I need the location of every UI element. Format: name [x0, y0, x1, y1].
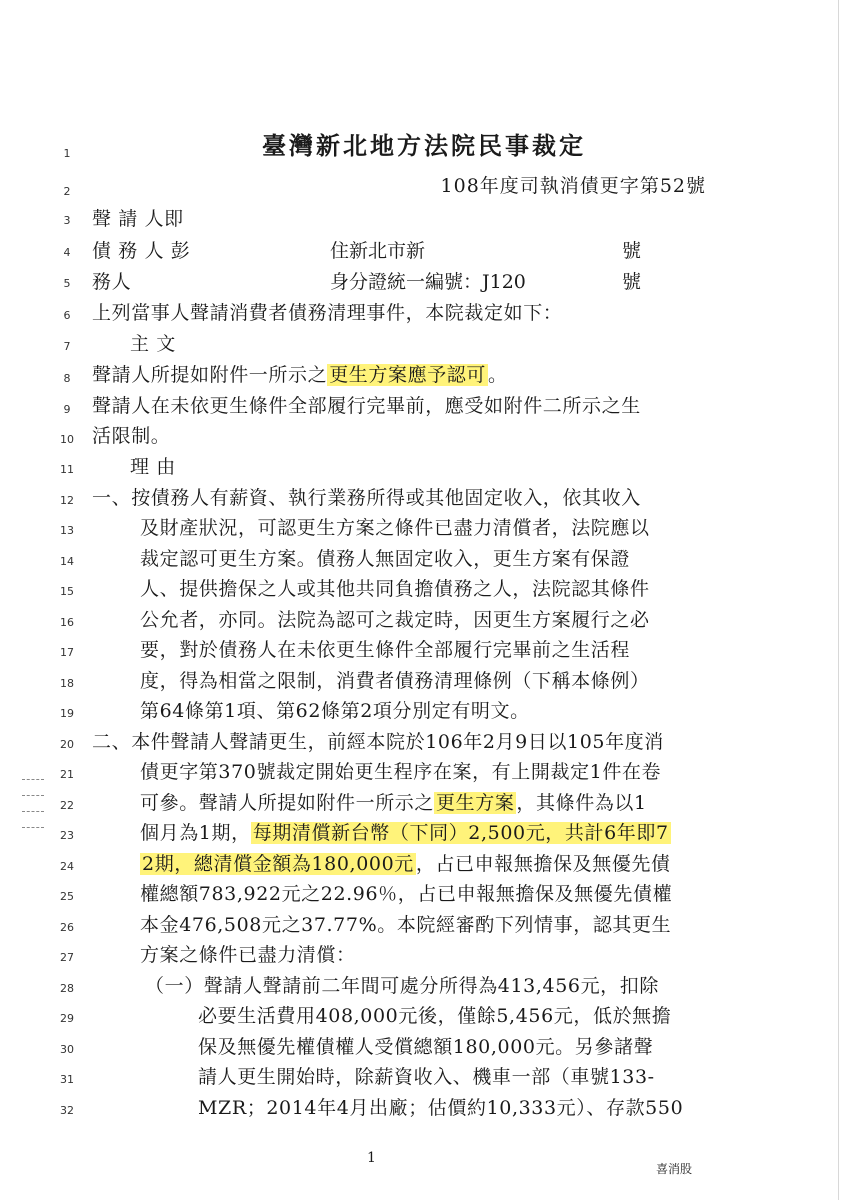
line-number: 32 — [60, 1104, 74, 1117]
body-line: （一）聲請人聲請前二年間可處分所得為413,456元，扣除 — [145, 975, 659, 997]
document-title: 臺灣新北地方法院民事裁定 — [262, 131, 586, 160]
line-number: 7 — [63, 340, 71, 353]
body-line: 第64條第1項、第62條第2項分別定有明文。 — [140, 700, 530, 722]
body-line: 一、按債務人有薪資、執行業務所得或其他固定收入，依其收入 — [92, 487, 641, 509]
party-address: 住新北市新 — [330, 240, 426, 262]
line-number: 22 — [60, 799, 74, 812]
highlight: 更生方案應予認可 — [329, 364, 487, 386]
line-number: 14 — [60, 555, 74, 568]
line-number: 20 — [60, 738, 74, 751]
body-line: 請人更生開始時，除薪資收入、機車一部（車號133- — [198, 1066, 655, 1088]
line-number: 10 — [60, 433, 74, 446]
body-line: MZR；2014年4月出廠；估價約10,333元）、存款550 — [198, 1097, 684, 1119]
party-address-end: 號 — [622, 240, 642, 262]
party-debtor-cont: 務人 — [92, 271, 132, 293]
body-line: 度，得為相當之限制，消費者債務清理條例（下稱本條例） — [140, 670, 650, 692]
line-number: 8 — [63, 372, 71, 385]
line-number: 16 — [60, 616, 74, 629]
line-number: 26 — [60, 921, 74, 934]
line-number: 19 — [60, 707, 74, 720]
line-number: 18 — [60, 677, 74, 690]
line-number: 6 — [63, 309, 71, 322]
body-line: 裁定認可更生方案。債務人無固定收入，更生方案有保證 — [140, 548, 631, 570]
scan-edge — [838, 0, 839, 1200]
line-number: 17 — [60, 646, 74, 659]
highlight: 2期，總清償金額為180,000元 — [142, 853, 414, 875]
line-number: 24 — [60, 860, 74, 873]
body-line: 可參。聲請人所提如附件一所示之 更生方案 ，其條件為以1 — [140, 792, 647, 814]
line-number: 11 — [60, 463, 74, 476]
page-number: 1 — [367, 1150, 376, 1166]
body-line: 要，對於債務人在未依更生條件全部履行完畢前之生活程 — [140, 639, 631, 661]
line-number: 29 — [60, 1012, 74, 1025]
body-line: 公允者，亦同。法院為認可之裁定時，因更生方案履行之必 — [140, 609, 650, 631]
line-number: 15 — [60, 585, 74, 598]
body-line: 個月為1期， 每期清償新台幣（下同）2,500元，共計6年即7 — [140, 822, 669, 844]
line-number: 12 — [60, 494, 74, 507]
line-number: 28 — [60, 982, 74, 995]
office-stamp: 喜消股 — [656, 1162, 693, 1176]
party-id: 身分證統一編號：J120 — [330, 271, 526, 293]
body-line: 債更字第370號裁定開始更生程序在案，有上開裁定1件在卷 — [140, 761, 662, 783]
body-line: 必要生活費用408,000元後，僅餘5,456元，低於無擔 — [198, 1005, 672, 1027]
scan-artifact — [22, 765, 52, 895]
line-number: 9 — [63, 403, 71, 416]
body-line: 聲請人所提如附件一所示之 更生方案應予認可 。 — [92, 364, 508, 386]
party-id-end: 號 — [622, 271, 642, 293]
body-line: 權總額783,922元之22.96％，占已申報無擔保及無優先債權 — [140, 883, 673, 905]
case-number: 108年度司執消債更字第52號 — [440, 175, 706, 197]
line-number: 30 — [60, 1043, 74, 1056]
body-line: 2期，總清償金額為180,000元 ，占已申報無擔保及無優先債 — [142, 853, 671, 875]
highlight: 每期清償新台幣（下同）2,500元，共計6年即7 — [252, 822, 669, 844]
line-number: 21 — [60, 768, 74, 781]
party-label: 聲 請 人即 — [92, 208, 184, 230]
section-heading-main: 主 文 — [130, 333, 176, 355]
line-number: 25 — [60, 890, 74, 903]
body-line: 及財產狀況，可認更生方案之條件已盡力清償者，法院應以 — [140, 517, 650, 539]
body-line: 二、本件聲請人聲請更生，前經本院於106年2月9日以105年度消 — [92, 731, 664, 753]
body-line: 人、提供擔保之人或其他共同負擔債務之人，法院認其條件 — [140, 578, 650, 600]
party-debtor: 債 務 人 彭 — [92, 240, 191, 262]
body-line: 方案之條件已盡力清償： — [140, 944, 356, 966]
body-line: 上列當事人聲請消費者債務清理事件，本院裁定如下： — [92, 302, 563, 324]
highlight: 更生方案 — [436, 792, 515, 814]
line-number: 3 — [63, 214, 71, 227]
line-number: 5 — [63, 277, 71, 290]
line-number: 23 — [60, 829, 74, 842]
body-line: 活限制。 — [92, 425, 171, 447]
section-heading-reason: 理 由 — [130, 456, 176, 478]
body-line: 本金476,508元之37.77%。本院經審酌下列情事，認其更生 — [140, 914, 672, 936]
body-line: 保及無優先權債權人受償總額180,000元。另參諸聲 — [198, 1036, 654, 1058]
line-number: 2 — [63, 185, 71, 198]
line-number: 13 — [60, 524, 74, 537]
body-line: 聲請人在未依更生條件全部履行完畢前，應受如附件二所示之生 — [92, 395, 641, 417]
line-number: 27 — [60, 951, 74, 964]
line-number: 1 — [63, 147, 71, 160]
line-number: 31 — [60, 1073, 74, 1086]
line-number: 4 — [63, 246, 71, 259]
